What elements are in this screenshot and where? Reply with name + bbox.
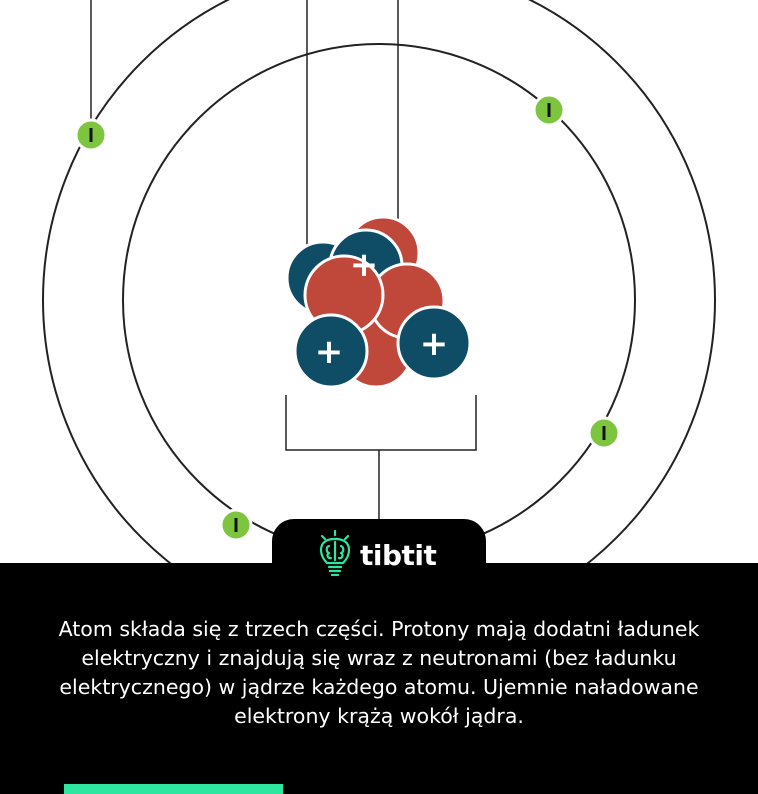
proton-plus-label: +: [419, 324, 449, 364]
electron: [534, 95, 564, 125]
electron: [589, 418, 619, 448]
lightbulb-brain-icon: [318, 530, 352, 581]
nucleus-bracket: [286, 395, 476, 520]
caption-text: Atom składa się z trzech części. Protony mają dodatni ładunek elektryczny i znajdują się wraz z neutronami (bez ładunku elektrycznego) w jądrze każdego atomu. Ujemnie naładowane elektrony krążą wokół jądra.: [58, 617, 700, 728]
brand-name: tibtit: [360, 539, 437, 572]
proton-plus-label: +: [314, 332, 344, 372]
electron: [76, 120, 106, 150]
brand-logo[interactable]: [318, 530, 436, 581]
proton-plus-label: +: [349, 245, 379, 285]
electron: [221, 510, 251, 540]
accent-bar: [64, 784, 283, 794]
